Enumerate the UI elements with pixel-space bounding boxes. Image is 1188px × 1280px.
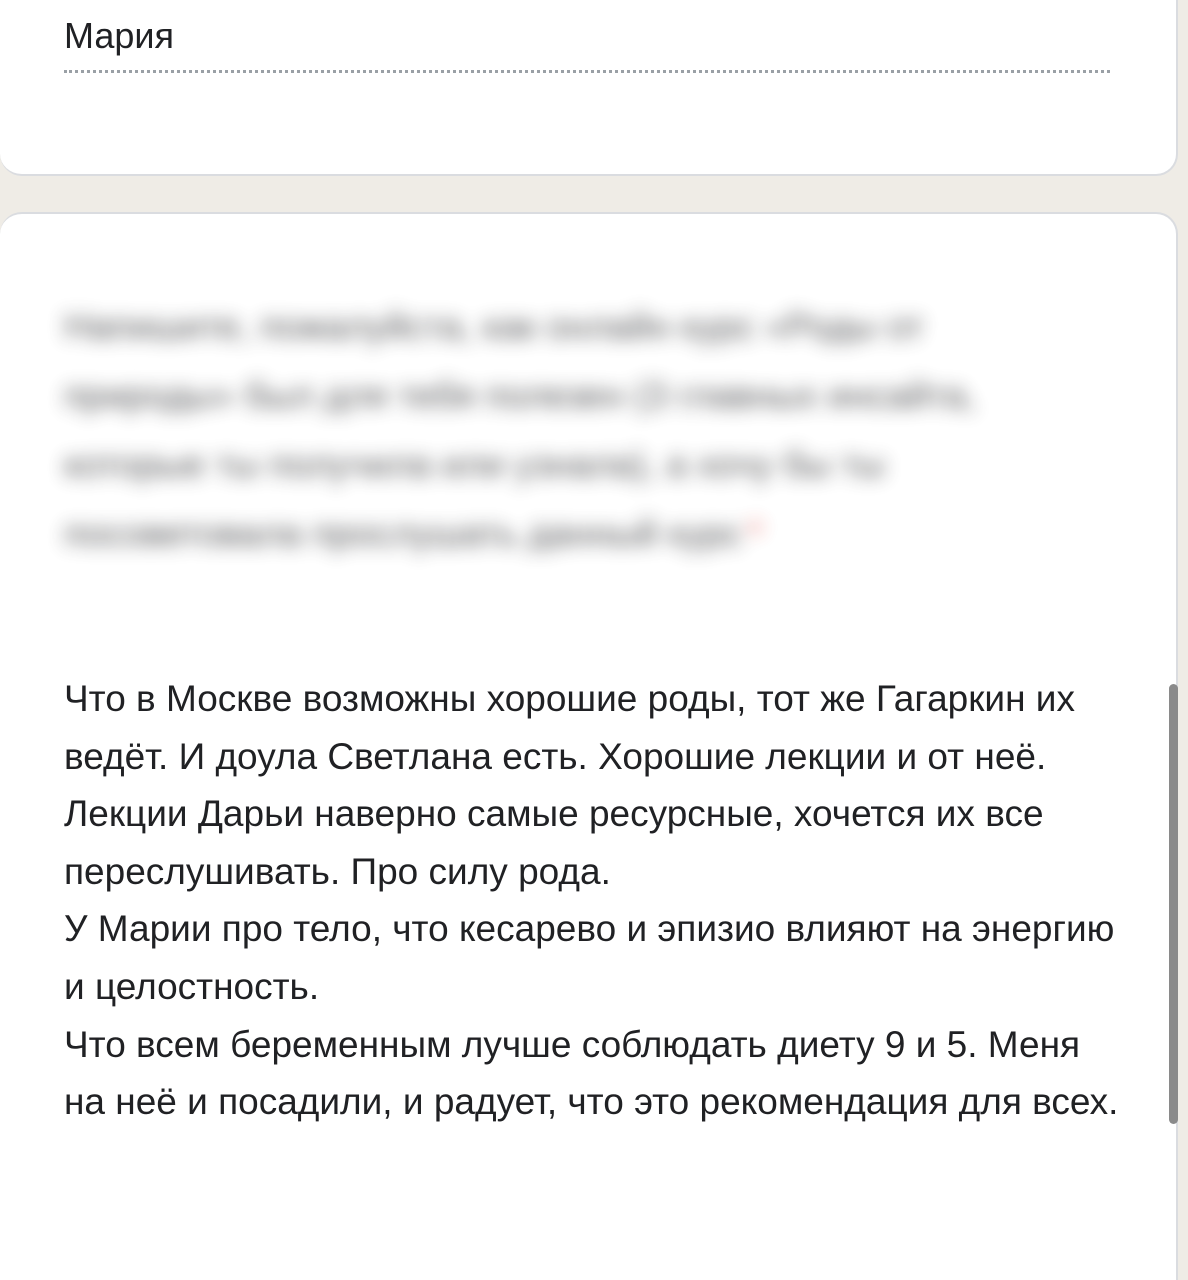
name-answer-value: Мария	[64, 15, 175, 56]
required-asterisk: *	[748, 513, 763, 554]
response-answer-text: Что в Москве возможны хорошие роды, тот же Гагаркин их ведёт. И доула Светлана есть. Хорошие лекции и от неё. Лекции Дарьи наверно самые ресурсные, хочется их все переслушивать. Про силу рода. У Марии про тело, что кесарево и эпизио влияют на энергию и целостность. Что всем беременным лучше соблюдать диету 9 и 5. Меня на неё и посадили, и радует, что это рекомендация для всех.	[64, 678, 1119, 1123]
feedback-question-card	[0, 212, 1178, 1280]
name-question-card	[0, 0, 1178, 176]
question-title-blurred	[64, 292, 1094, 568]
answer-underline	[64, 70, 1110, 73]
scrollbar-thumb[interactable]	[1169, 684, 1178, 1124]
question-title-text: Напишите, пожалуйста, как онлайн курс «Роды от природы» был для тебя полезен (3 главных инсайта, которые ты получила или узнала), а хочу бы ты посоветовала прослушать данный курс	[64, 306, 976, 554]
